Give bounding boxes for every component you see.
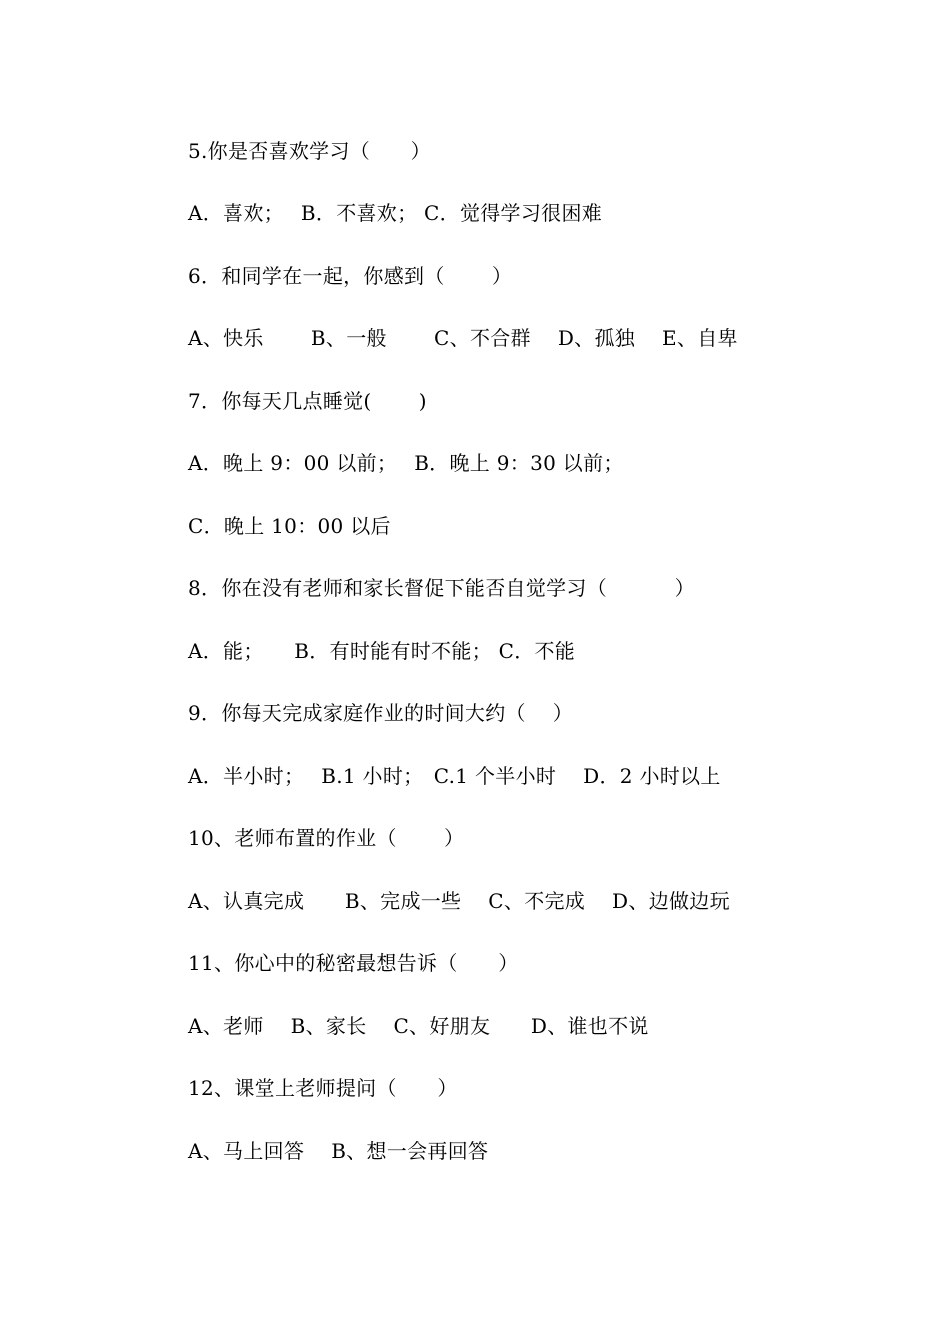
question-12-options: A、马上回答 B、想一会再回答	[188, 1139, 489, 1163]
question-12: 12、课堂上老师提问（ ）	[188, 1076, 458, 1100]
question-7: 7．你每天几点睡觉( )	[188, 389, 427, 413]
question-11-options: A、老师 B、家长 C、好朋友 D、谁也不说	[188, 1014, 649, 1038]
question-5-options: A．喜欢； B．不喜欢； C．觉得学习很困难	[188, 201, 603, 225]
question-8: 8．你在没有老师和家长督促下能否自觉学习（ ）	[188, 576, 695, 600]
question-9-options: A．半小时； B.1 小时； C.1 个半小时 D．2 小时以上	[188, 764, 721, 788]
question-11: 11、你心中的秘密最想告诉（ ）	[188, 951, 519, 975]
question-7-options-line-2: C．晚上 10：00 以后	[188, 514, 391, 538]
question-7-options-line-1: A．晚上 9：00 以前； B．晚上 9：30 以前；	[188, 451, 624, 475]
question-9: 9．你每天完成家庭作业的时间大约（ ）	[188, 701, 574, 725]
question-10: 10、老师布置的作业（ ）	[188, 826, 465, 850]
question-10-options: A、认真完成 B、完成一些 C、不完成 D、边做边玩	[188, 889, 730, 913]
question-8-options: A．能； B．有时能有时不能； C．不能	[188, 639, 576, 663]
question-5: 5.你是否喜欢学习（ ）	[188, 139, 431, 163]
question-6: 6．和同学在一起，你感到（ ）	[188, 264, 513, 288]
question-6-options: A、快乐 B、一般 C、不合群 D、孤独 E、自卑	[188, 326, 738, 350]
